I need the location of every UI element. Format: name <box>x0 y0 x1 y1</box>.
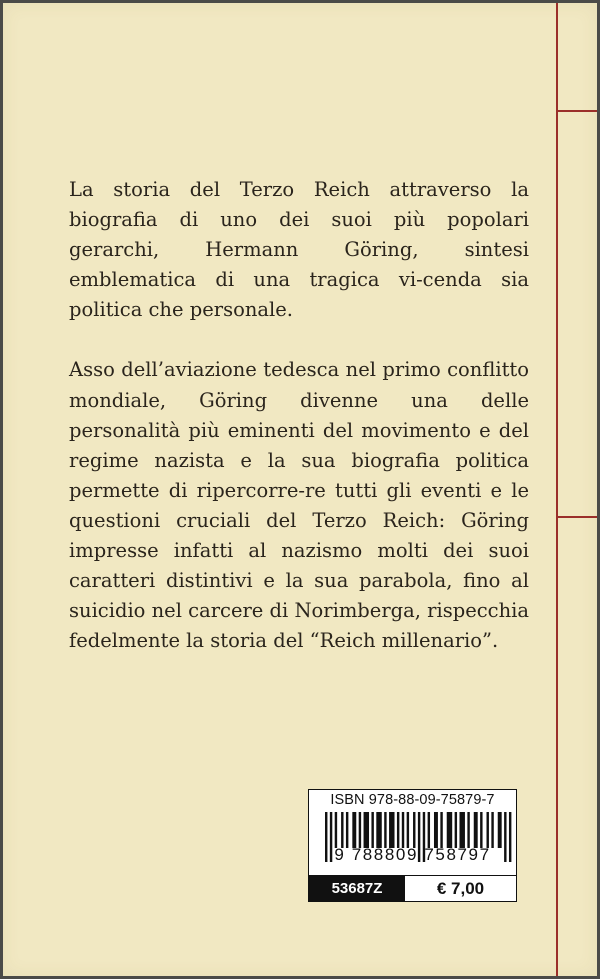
barcode-bar <box>474 812 478 848</box>
blurb-line: più eminenti del movimento e del regime nazista <box>69 418 529 472</box>
blurb-line: La storia del Terzo Reich attraverso la biografia <box>69 178 529 232</box>
blurb-line: e la sua biografia politica permette di ripercorre- <box>69 448 529 502</box>
barcode-bar <box>359 812 361 848</box>
barcode-bar <box>346 812 348 848</box>
isbn-label: ISBN 978-88-09-75879-7 <box>330 792 495 808</box>
barcode-bar <box>397 812 399 848</box>
barcode-bar <box>480 812 482 848</box>
blurb-line: re tutti gli eventi e le questioni cruciali del Terzo <box>69 478 529 532</box>
barcode-footer <box>309 875 516 901</box>
barcode-bar <box>491 812 493 848</box>
barcode-bar <box>335 812 337 848</box>
barcode-digits: 9 788809 758797 <box>334 845 491 864</box>
spine-tick-top <box>556 110 597 112</box>
blurb-line: Reich: Göring impresse infatti al nazismo molti <box>69 508 530 563</box>
blurb-line: al suicidio nel carcere di Norimberga, rispecchia <box>69 569 530 623</box>
blurb-line: mondiale, Göring divenne una delle personalità <box>69 388 529 442</box>
barcode-bar <box>459 812 464 848</box>
barcode-bar <box>364 812 369 848</box>
barcode-bar <box>498 812 502 848</box>
blurb-text <box>69 175 529 656</box>
blurb-paragraph-1 <box>69 175 529 325</box>
barcode-bar <box>447 812 452 848</box>
barcode-bar <box>352 812 356 848</box>
blurb-line: cenda sia politica che personale. <box>69 268 529 322</box>
barcode-bar <box>407 812 409 848</box>
barcode-bar <box>455 812 457 848</box>
spine-rule <box>556 3 558 976</box>
barcode-bar <box>467 812 469 848</box>
price-tag: € 7,00 <box>405 876 516 901</box>
blurb-line: fedelmente la storia del “Reich millenario”. <box>69 629 499 653</box>
blurb-line: di uno dei suoi più popolari gerarchi, Hermann <box>69 208 530 262</box>
blurb-paragraph-2 <box>69 355 529 656</box>
barcode-bar <box>389 812 394 848</box>
barcode-bar <box>413 812 415 848</box>
product-code: 53687Z <box>309 876 405 901</box>
barcode-bar <box>371 812 373 848</box>
blurb-line: Göring, sintesi emblematica di una tragica vi- <box>69 238 529 292</box>
back-cover <box>3 3 597 976</box>
blurb-line: dei suoi caratteri distintivi e la sua parabola, fino <box>69 539 529 593</box>
barcode-bar <box>376 812 381 848</box>
blurb-line: Asso dell’aviazione tedesca nel primo conflitto <box>69 358 529 382</box>
barcode-bar <box>487 812 489 848</box>
barcode-bar <box>402 812 404 848</box>
barcode-bar <box>428 812 430 848</box>
barcode-bar <box>384 812 386 848</box>
barcode-box <box>308 789 517 902</box>
barcode-bar <box>434 812 438 848</box>
barcode-bar <box>440 812 442 848</box>
barcode-bar <box>341 812 343 848</box>
spine-tick-middle <box>556 516 597 518</box>
